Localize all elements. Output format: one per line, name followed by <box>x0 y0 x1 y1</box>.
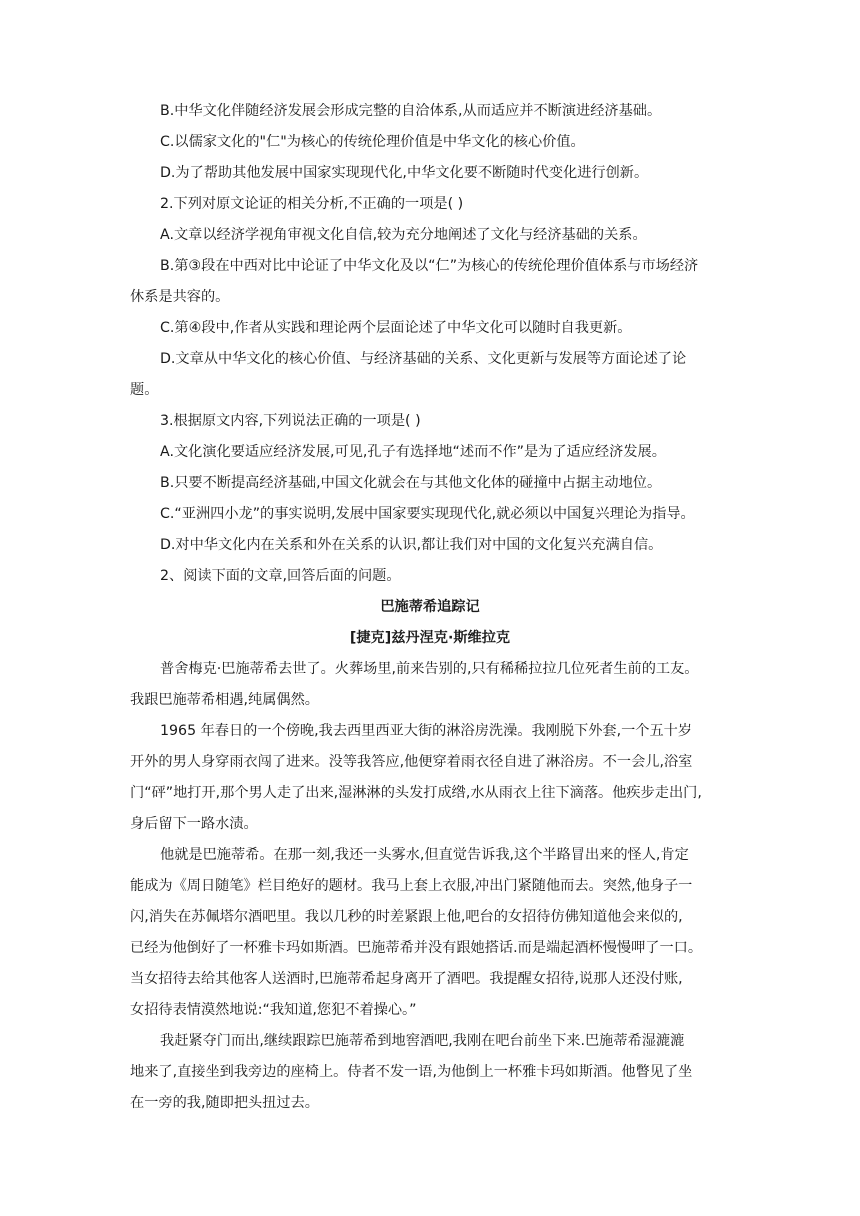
text-line: 开外的男人身穿雨衣闯了进来。没等我答应,他便穿着雨衣径自进了淋浴房。不一会儿,浴室 <box>130 754 693 770</box>
text-line: 闪,消失在苏佩塔尔酒吧里。我以几秒的时差紧跟上他,吧台的女招待仿佛知道他会来似的, <box>130 909 683 925</box>
text-line: 2、阅读下面的文章,回答后面的问题。 <box>160 568 401 584</box>
text-line: 我跟巴施蒂希相遇,纯属偶然。 <box>130 692 319 708</box>
text-line: 休系是共容的。 <box>130 289 230 305</box>
text-line: 门“砰”地打开,那个男人走了出来,湿淋淋的头发打成绺,水从雨衣上往下滴落。他疾步走出门, <box>130 785 702 801</box>
text-line: 地来了,直接坐到我旁边的座椅上。侍者不发一语,为他倒上一杯雅卡玛如斯酒。他瞥见了坐 <box>130 1064 693 1080</box>
section-title-line: [捷克]兹丹涅克·斯维拉克 <box>349 630 511 646</box>
text-line: D.对中华文化内在关系和外在关系的认识,都让我们对中国的文化复兴充满自信。 <box>160 537 663 553</box>
text-line: 3.根据原文内容,下列说法正确的一项是( ) <box>160 413 421 429</box>
text-line: 普舍梅克·巴施蒂希去世了。火葬场里,前来告别的,只有稀稀拉拉几位死者生前的工友。 <box>160 661 699 677</box>
text-line: 能成为《周日随笔》栏目绝好的题材。我马上套上衣服,冲出门紧随他而去。突然,他身子一 <box>130 878 693 894</box>
text-line: 他就是巴施蒂希。在那一刻,我还一头雾水,但直觉告诉我,这个半路冒出来的怪人,肯定 <box>160 847 689 863</box>
text-line: C.以儒家文化的"仁"为核心的传统伦理价值是中华文化的核心价值。 <box>160 134 585 150</box>
text-line: 1965 年春日的一个傍晚,我去西里西亚大街的淋浴房洗澡。我刚脱下外套,一个五十岁 <box>160 723 693 739</box>
text-line: D.为了帮助其他发展中国家实现现代化,中华文化要不断随时代变化进行创新。 <box>160 165 649 181</box>
text-line: B.第③段在中西对比中论证了中华文化及以“仁”为核心的传统伦理价值体系与市场经济 <box>160 258 699 274</box>
document-body <box>130 96 730 1119</box>
text-line: 当女招待去给其他客人送酒时,巴施蒂希起身离开了酒吧。我提醒女招待,说那人还没付账, <box>130 971 683 987</box>
text-line: 女招待表情漠然地说:“我知道,您犯不着操心。” <box>130 1002 417 1018</box>
text-line: A.文化演化要适应经济发展,可见,孔子有选择地“述而不作”是为了适应经济发展。 <box>160 444 666 460</box>
text-line: A.文章以经济学视角审视文化自信,较为充分地阐述了文化与经济基础的关系。 <box>160 227 647 243</box>
text-line: C.“亚洲四小龙”的事实说明,发展中国家要实现现代化,就必须以中国复兴理论为指导。 <box>160 506 695 522</box>
text-line: 我赶紧夺门而出,继续跟踪巴施蒂希到地窖酒吧,我刚在吧台前坐下来.巴施蒂希湿漉漉 <box>160 1033 685 1049</box>
text-line: 2.下列对原文论证的相关分析,不正确的一项是( ) <box>160 196 464 212</box>
text-line: 已经为他倒好了一杯雅卡玛如斯酒。巴施蒂希并没有跟她搭话.而是端起酒杯慢慢呷了一口。 <box>130 940 703 956</box>
text-line: 题。 <box>130 382 159 398</box>
section-title-line: 巴施蒂希追踪记 <box>380 599 480 615</box>
text-line: B.只要不断提高经济基础,中国文化就会在与其他文化体的碰撞中占据主动地位。 <box>160 475 662 491</box>
text-line: B.中华文化伴随经济发展会形成完整的自洽体系,从而适应并不断演进经济基础。 <box>160 103 662 119</box>
text-line: 身后留下一路水渍。 <box>130 816 258 832</box>
text-line: C.第④段中,作者从实践和理论两个层面论述了中华文化可以随时自我更新。 <box>160 320 632 336</box>
text-line: D.文章从中华文化的核心价值、与经济基础的关系、文化更新与发展等方面论述了论 <box>160 351 687 367</box>
text-line: 在一旁的我,随即把头扭过去。 <box>130 1095 319 1111</box>
